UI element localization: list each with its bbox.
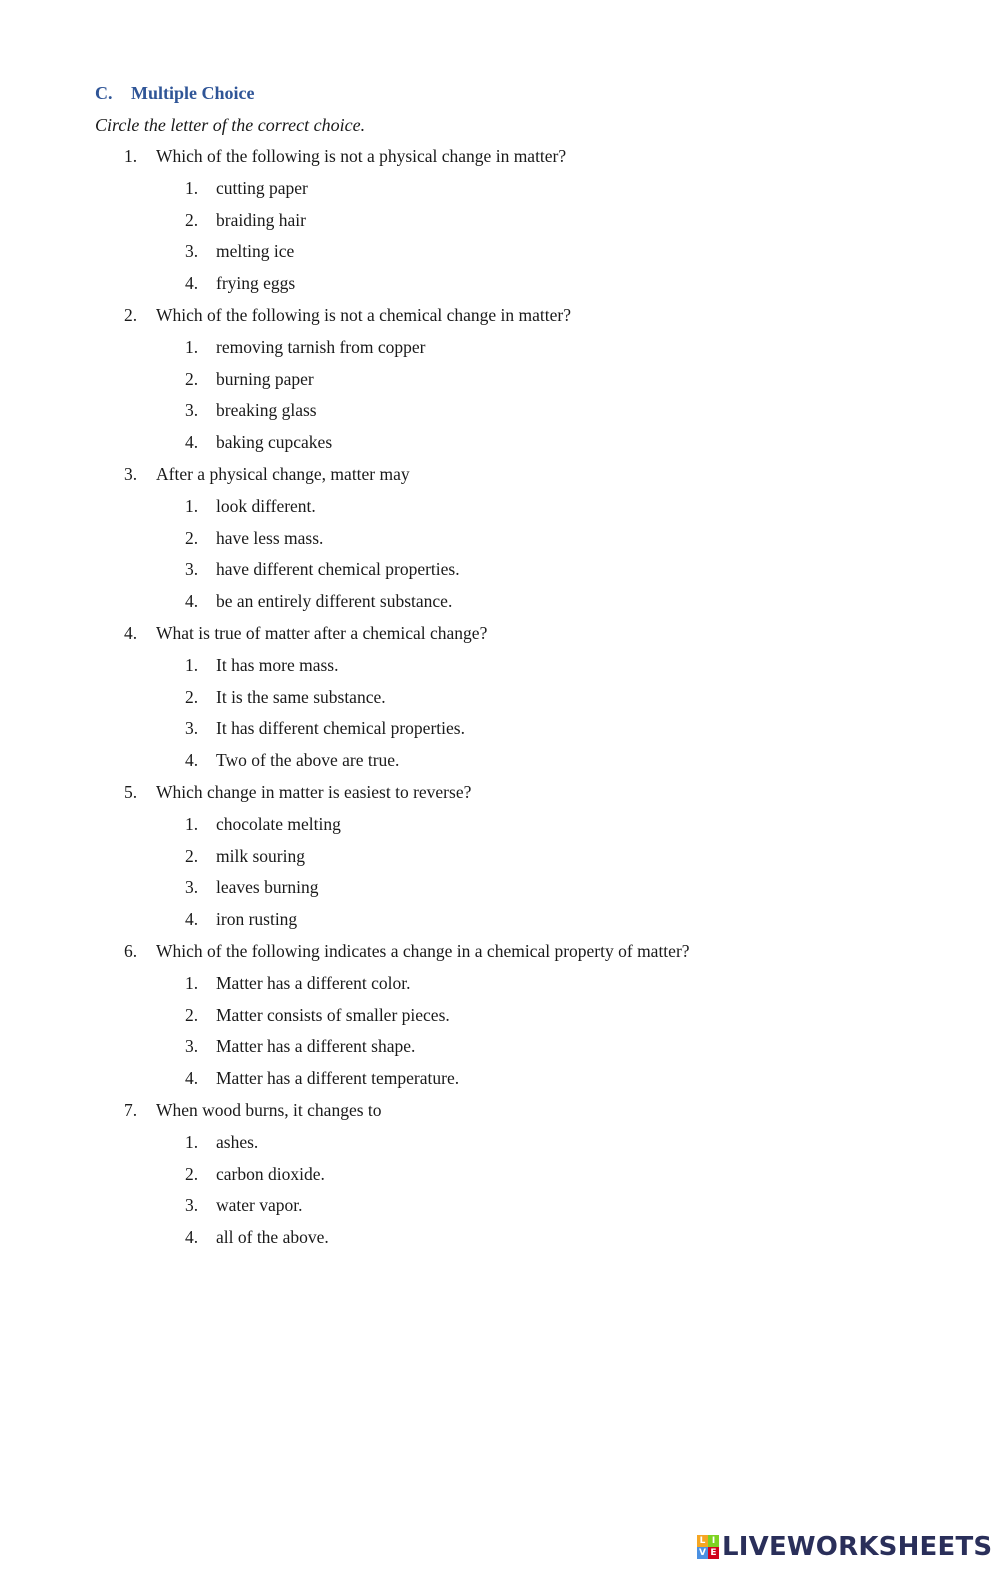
question-stem [0, 463, 1000, 495]
option-list [0, 177, 1000, 304]
option-text: It has different chemical properties. [216, 718, 465, 739]
answer-option[interactable] [0, 654, 1000, 686]
option-number: 1. [185, 972, 199, 993]
answer-option[interactable] [0, 972, 1000, 1004]
option-text: melting ice [216, 241, 295, 262]
option-text: Two of the above are true. [216, 750, 400, 771]
answer-option[interactable] [0, 1004, 1000, 1036]
question-number: 5. [124, 781, 138, 802]
logo-letter: V [697, 1547, 708, 1559]
option-number: 2. [185, 527, 199, 548]
option-list [0, 972, 1000, 1099]
question-stem [0, 304, 1000, 336]
question-item [0, 463, 1000, 622]
option-number: 3. [185, 1195, 199, 1216]
option-text: Matter has a different temperature. [216, 1068, 460, 1089]
answer-option[interactable] [0, 399, 1000, 431]
answer-option[interactable] [0, 813, 1000, 845]
answer-option[interactable] [0, 1067, 1000, 1099]
section-title: Multiple Choice [131, 83, 255, 103]
option-text: all of the above. [216, 1227, 329, 1248]
option-number: 4. [185, 432, 199, 453]
option-number: 1. [185, 1131, 199, 1152]
answer-option[interactable] [0, 1035, 1000, 1067]
option-number: 2. [185, 1004, 199, 1025]
question-item [0, 1099, 1000, 1258]
question-text: Which of the following is not a physical change in matter? [156, 146, 567, 166]
option-text: milk souring [216, 845, 305, 866]
answer-option[interactable] [0, 1163, 1000, 1195]
option-text: cutting paper [216, 177, 308, 198]
option-number: 2. [185, 1163, 199, 1184]
question-item [0, 145, 1000, 304]
liveworksheets-logo-icon [697, 1535, 719, 1559]
option-number: 1. [185, 336, 199, 357]
answer-option[interactable] [0, 209, 1000, 241]
option-text: look different. [216, 495, 316, 516]
option-text: iron rusting [216, 909, 298, 930]
option-text: carbon dioxide. [216, 1163, 325, 1184]
option-text: Matter has a different shape. [216, 1036, 416, 1057]
answer-option[interactable] [0, 876, 1000, 908]
option-text: Matter has a different color. [216, 972, 411, 993]
question-text: Which of the following indicates a change in a chemical property of matter? [156, 940, 690, 961]
answer-option[interactable] [0, 527, 1000, 559]
answer-option[interactable] [0, 908, 1000, 940]
question-stem [0, 940, 1000, 972]
question-item [0, 781, 1000, 940]
option-number: 3. [185, 559, 199, 580]
option-text: It is the same substance. [216, 686, 386, 707]
question-number: 7. [124, 1099, 138, 1120]
question-text: Which change in matter is easiest to reverse? [156, 781, 472, 802]
watermark-text: LIVEWORKSHEETS [722, 1532, 993, 1562]
option-text: leaves burning [216, 877, 319, 898]
answer-option[interactable] [0, 368, 1000, 400]
section-letter: C. [95, 83, 113, 103]
option-text: have less mass. [216, 527, 324, 548]
option-list [0, 495, 1000, 622]
option-number: 4. [185, 591, 199, 612]
option-number: 4. [185, 909, 199, 930]
option-text: ashes. [216, 1131, 259, 1152]
question-number: 2. [124, 304, 138, 325]
option-text: be an entirely different substance. [216, 591, 453, 612]
answer-option[interactable] [0, 558, 1000, 590]
answer-option[interactable] [0, 495, 1000, 527]
answer-option[interactable] [0, 1194, 1000, 1226]
option-number: 3. [185, 1036, 199, 1057]
question-number: 6. [124, 940, 138, 961]
question-text: What is true of matter after a chemical change? [156, 622, 488, 643]
section-heading [95, 83, 255, 104]
option-text: have different chemical properties. [216, 559, 460, 580]
option-number: 2. [185, 686, 199, 707]
answer-option[interactable] [0, 431, 1000, 463]
option-list [0, 1131, 1000, 1258]
answer-option[interactable] [0, 590, 1000, 622]
question-list [0, 145, 1000, 1258]
answer-option[interactable] [0, 272, 1000, 304]
option-text: breaking glass [216, 400, 317, 421]
option-number: 2. [185, 368, 199, 389]
option-number: 1. [185, 495, 199, 516]
question-number: 3. [124, 463, 138, 484]
instruction-text: Circle the letter of the correct choice. [95, 115, 366, 135]
option-list [0, 813, 1000, 940]
option-number: 3. [185, 400, 199, 421]
option-text: Matter consists of smaller pieces. [216, 1004, 450, 1025]
option-text: It has more mass. [216, 654, 339, 675]
option-text: water vapor. [216, 1195, 303, 1216]
answer-option[interactable] [0, 240, 1000, 272]
question-stem [0, 781, 1000, 813]
logo-letter: I [708, 1535, 719, 1547]
option-text: baking cupcakes [216, 432, 333, 453]
option-number: 4. [185, 750, 199, 771]
question-item [0, 304, 1000, 463]
option-text: frying eggs [216, 273, 296, 294]
question-text: After a physical change, matter may [156, 463, 410, 484]
answer-option[interactable] [0, 1226, 1000, 1258]
question-number: 1. [124, 146, 138, 166]
option-text: chocolate melting [216, 813, 341, 834]
liveworksheets-watermark [697, 1532, 992, 1562]
option-number: 2. [185, 845, 199, 866]
question-text: When wood burns, it changes to [156, 1099, 382, 1120]
answer-option[interactable] [0, 749, 1000, 781]
option-text: burning paper [216, 368, 314, 389]
option-number: 2. [185, 209, 199, 230]
question-stem [0, 622, 1000, 654]
answer-option[interactable] [0, 845, 1000, 877]
option-number: 4. [185, 273, 199, 294]
question-item [0, 940, 1000, 1099]
option-list [0, 336, 1000, 463]
option-number: 1. [185, 654, 199, 675]
option-list [0, 654, 1000, 781]
option-text: removing tarnish from copper [216, 336, 426, 357]
answer-option[interactable] [0, 1131, 1000, 1163]
option-number: 4. [185, 1227, 199, 1248]
question-stem [0, 145, 1000, 177]
option-number: 1. [185, 813, 199, 834]
question-item [0, 622, 1000, 781]
option-number: 1. [185, 177, 199, 198]
option-number: 3. [185, 718, 199, 739]
answer-option[interactable] [0, 717, 1000, 749]
option-text: braiding hair [216, 209, 306, 230]
logo-letter: E [708, 1547, 719, 1559]
question-number: 4. [124, 622, 138, 643]
option-number: 4. [185, 1068, 199, 1089]
answer-option[interactable] [0, 686, 1000, 718]
logo-letter: L [697, 1535, 708, 1547]
question-text: Which of the following is not a chemical change in matter? [156, 304, 571, 325]
answer-option[interactable] [0, 336, 1000, 368]
option-number: 3. [185, 877, 199, 898]
question-stem [0, 1099, 1000, 1131]
answer-option[interactable] [0, 177, 1000, 209]
option-number: 3. [185, 241, 199, 262]
